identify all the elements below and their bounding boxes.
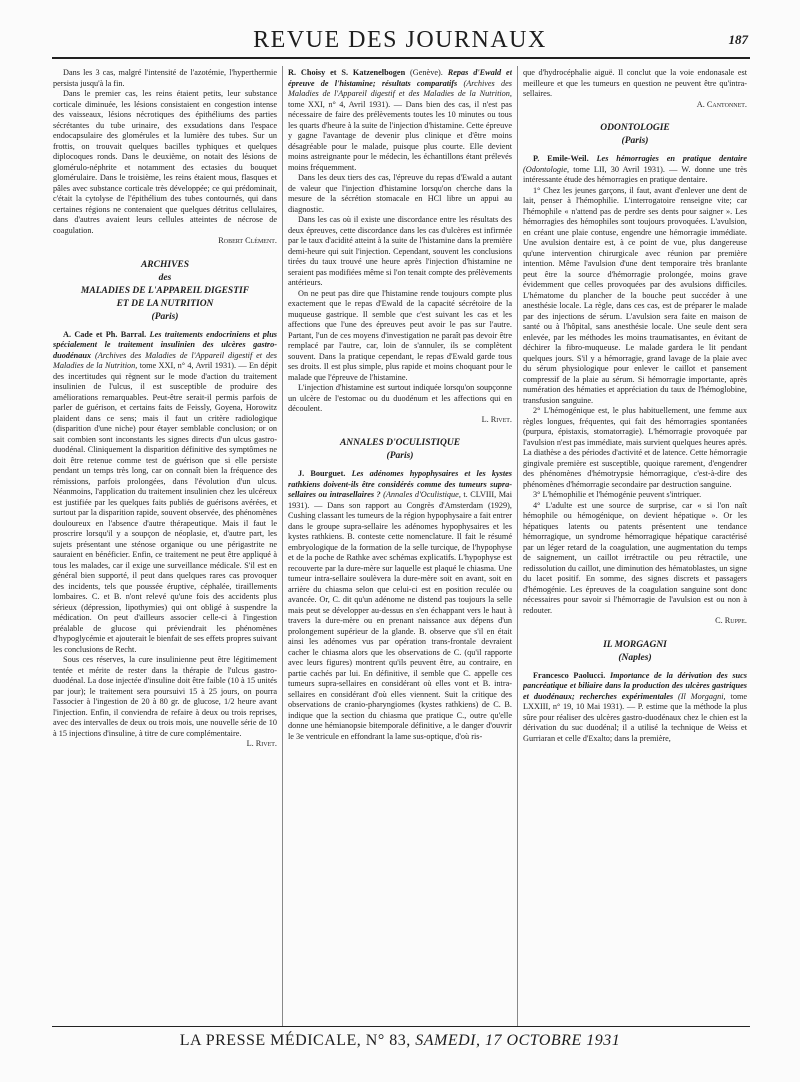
rubric-line: (Naples) [618, 652, 652, 663]
paragraph: 1° Chez les jeunes garçons, il faut, avant d'enlever une dent de lait, penser à l'hémophilie. L'interrogatoire renseigne vite; car l'hémophile « n'attend pas de perdre ses dents pour saigner ». Les hémorragies des hémophiles sont toujours provoquées. L'avulsion, en créant une plaie contuse, engendre une hémorragie immédiate. Une avulsion dentaire est, à ce point de vue, plus dangereuse qu'une intervention chirurgicale avec réunion par première intention. Même l'avulsion d'une dent temporaire très branlante peut être la source d'hémorragie prolongée, moins grave évidemment que celles provoquées par des avulsions difficiles. L'hématome du plancher de la bouche peut succéder à une anesthésie locale. La règle, dans ces cas, est de préparer le malade par des injections de sérum. L'avulsion sera faite en maison de santé ou à l'hôpital, sans anesthésie locale. Une seule dent sera enlevée, par les méthodes les moins traumatisantes, en évitant de déchirer la fibro-muqueuse. Le malade gardera le lit pendant quelques jours. S'il y a hémorragie, grand lavage de la plaie avec du sérum physiologique pour enlever le caillot et pansement compressif de la plaie au sérum. Si hémorragie importante, après numération des hématies et appréciation du taux de l'hémoglobine, transfusion sanguine. [523, 185, 747, 405]
article-reference-tail: tome LII, 30 Avril 1931). [573, 164, 665, 174]
article-lead [523, 154, 747, 186]
paragraph: L'injection d'histamine est surtout indiquée lorsqu'on soupçonne un ulcère de l'estomac ou du duodénum et les affections qui en découlent. [288, 383, 512, 413]
rubric-line: ET DE LA NUTRITION [116, 298, 214, 309]
article-body: — Dans bien des cas, il n'est pas nécessaire de faire des prélèvements toutes les 10 minutes ou tous les quarts d'heure à la suite de l'injection d'histamine. Cette épreuve y gagne l'avantage de devenir plus clinique et d'être moins désagréable pour le malade, puisque plus courte. Elle devient moins astreignante pour le médecin, les échantillons étant prélevés moins fréquemment. [288, 99, 512, 172]
article-lead [288, 469, 512, 742]
page-footer [0, 1032, 800, 1050]
rubric-line: MALADIES DE L'APPAREIL DIGESTIF [80, 285, 250, 296]
article-body: — Dans son rapport au Congrès d'Amsterdam (1929), Cushing classant les tumeurs de la région hypophysaire a fait entrer dans le groupe supra-sellaire les adénomes hypophysaires et les kystes rathkiens. B. conteste cette nomenclature. Il fait le résumé embryologique de la formation de la selle turcique, de l'hypophyse et de la poche de Rathke avec schémas explicatifs. L'hypophyse est recouverte par la dure-mère sur laquelle est plaqué le chiasma. Une tumeur intra-sellaire soulèvera la dure-mère soit en avant, soit en arrière du chiasma selon que celui-ci est en position reculée ou avancée. Or, C. dit qu'un adénome ne distend pas toujours la selle mais peut se développer au-dessus en s'en échappant vers le haut à travers la dure-mère ou en prenant naissance aux dépens d'un prolongement supérieur de la glande. B. observe que s'il en était ainsi les adénomes vus par opération trans-frontale devraient cacher le chiasma alors que les observations de C. (qu'il rapporte avec leurs figures) montrent qu'ils peuvent être, au contraire, en partie cachés par lui. En définitive, il semble que C. appelle ces tumeurs supra-sellaires en considérant où elles vont et B. intra-sellaires en considérant d'où elles viennent. Suit la critique des observations de cranio-pharyngiomes (kystes rathkiens) de C. B. indique que la section du chiasma que pratique C., outre qu'elle donne une hémianopsie bitemporale définitive, a le danger d'ouvrir le 3e ventricule en effondrant la lame sus-optique, d'où ris- [288, 500, 512, 741]
article-authors: P. Emile-Weil. [533, 154, 589, 163]
article-authors: A. Cade et Ph. Barral. [63, 329, 147, 339]
signature: L. Rivet. [246, 739, 277, 748]
journal-rubric [288, 437, 512, 463]
article-title: Repas d'Ewald et épreuve de l'histamine; résultats comparatifs [288, 68, 512, 88]
paragraph: On ne peut pas dire que l'histamine rende toujours compte plus exactement que le repas d'Ewald de la capacité sécrétoire de la muqueuse gastrique. Il semble que c'est suivant les cas et les affections que l'une des épreuves peut avoir le pas sur l'autre. Partant, l'un de ces moyens d'investigation ne paraît pas devoir être remplacé par l'autre, car, loin de s'annuler, ils se complètent souvent. Dans la pratique cependant, le repas d'Ewald garde tous ses droits. Il est plus simple, plus rapide et moins choquant pour le malade que l'épreuve de l'histamine. [288, 288, 512, 382]
column-2 [288, 68, 512, 1058]
rubric-line: ARCHIVES [140, 259, 190, 270]
paragraph: Sous ces réserves, la cure insulinienne peut être légitimement tentée et mérite de rester dans la thérapie de l'ulcus gastro-duodénal. La dose injectée d'insuline doit être faible (10 à 15 unités par jour); le traitement sera poursuivi 15 à 25 jours, on pourra l'associer à l'ingestion de 20 à 80 gr. de glucose, 1/2 heure avant l'injection. Enfin, il conviendra de refaire à deux ou trois reprises, avec des intervalles de deux ou trois mois, une nouvelle série de 10 à 15 injections d'insuline, à titre de cure complémentaire. [53, 655, 277, 738]
footer-number: N° 83, [365, 1032, 411, 1049]
signature: Robert Clément. [218, 236, 277, 245]
article-reference-tail: t. CLVIII, Mai 1931). [288, 490, 512, 510]
paragraph: Dans les deux tiers des cas, l'épreuve du repas d'Ewald a autant de valeur que l'injection d'histamine lorsqu'on cherche dans la mesure de la sécrétion stomacale en HCl libre un appui au diagnostic. [288, 173, 512, 214]
article-body: — En dépit des incertitudes qui règnent sur le mode d'action du traitement insulinien de l'ulcus, il est susceptible de produire des améliorations remarquables. Peut-être serait-il permis parfois de parler de guérison, et certains faits de Feissly, Goyena, Horowitz plaident dans ce sens; mais il faut un critère radiologique (disparition d'une niche) pour étayer semblable conclusion; or on sait combien sont inconstants les signes directs d'un ulcus gastro-duodénal. Cliniquement la disparition définitive des symptômes ne doit être retenue comme test de guérison que si elle persiste pendant un temps très long, car on connaît bien la fréquence des rémissions, parfois prolongées, dans l'évolution d'un ulcus. Néanmoins, l'application du traitement insulinien chez les ulcéreux est justifiée par les quelques faits publiés de guérisons avérées, et surtout par la disparition rapide, souvent observée, des phénomènes douloureux en l'absence d'autre thérapeutique. Mais il faut le proscrire lorsqu'il y a soupçon de néoplasie, et, d'autre part, les sujets présentant une sténose organique ou une périgastrite ne sauraient en bénéficier. Enfin, ce traitement ne peut être appliqué à tous les malades, car il exige une surveillance médicale. S'il est en général bien supporté, il peut dans quelques rares cas provoquer des incidents, tels que poussée éruptive, céphalée, tiraillements lombaires. C. et B. n'ont relevé qu'une fois des accidents plus sérieux (dépression, lipothymies) qui ont obligé à suspendre la médication. On peut d'ailleurs associer celle-ci à l'ingestion préalable de glucose qui préviendrait les phénomènes d'hypoglycémie et ajouterait le bienfait de ses effets propres suivant les conclusions de Recht. [53, 361, 277, 654]
article-reference: (Annales d'Oculistique, [383, 490, 461, 499]
signature: C. Ruppe. [715, 616, 747, 625]
article-reference: (Odontologie, [523, 164, 570, 174]
article-reference: (Archives des Maladies de l'Appareil digestif et des Maladies de la Nutrition, [53, 350, 277, 370]
article-authors: R. Choisy et S. Katzenelbogen [288, 68, 406, 77]
article-title: Les adénomes hypophysaires et les kystes rathkiens doivent-ils être considérés comme des tumeurs supra-sellaires ou intrasellaires ? [288, 469, 512, 499]
signature: A. Cantonnet. [696, 99, 747, 109]
article-title: Les traitements endocriniens et plus spécialement le traitement insulinien des ulcères gastro-duodénaux [53, 329, 277, 360]
paragraph: Dans les cas où il existe une discordance entre les résultats des deux épreuves, cette discordance dans les cas d'ulcères est infirmée par le taux d'acidité atteint à la suite de l'histamine dans la première demi-heure qui suit l'injection. Cependant, souvent les conclusions tirées du taux trouvé une heure après l'injection d'histamine ne seraient pas modifiées même si l'on tenait compte des prélèvements antérieurs. [288, 215, 512, 287]
article-reference-tail: tome LXXIII, n° 19, 10 Mai 1931). [523, 691, 747, 711]
rubric-line: (Paris) [621, 136, 649, 146]
paragraph: 2° L'hémogénique est, le plus habituellement, une femme aux règles longues, fréquentes, qui fait des hémorragies spontanées (purpura, épistaxis, stomatorragie). L'hémorragie provoquée par l'avulsion n'est pas immédiate, mais survient quelques heures après. La diathèse a des périodes d'activité et de latence. Cette hémorragie gingivale première est susceptible, quoique rarement, d'engendrer des phénomènes d'hémotrypsie hémorragique, c'est-à-dire des phénomènes d'hémorragie secondaire par destruction sanguine. [523, 406, 747, 489]
column-3 [523, 68, 747, 1058]
article-reference: (Archives des Maladies de l'Appareil digestif et des Maladies de la Nutrition, [288, 78, 512, 98]
rubric-line: des [158, 272, 172, 283]
running-title: REVUE DES JOURNAUX [253, 27, 547, 53]
column-divider [282, 66, 283, 1026]
paragraph: 4° L'adulte est une source de surprise, car « si l'on naît hémophile ou hémogénique, on devient hépatique ». Or les hépatiques latents ou patents présentent une tendance hémorragique, un syndrome hémorragique hépatique caractérisé par un léger retard de la coagulation, une augmentation du temps de saignement, un caillot irrétractile ou peu rétractile, une redissolution du caillot, une diminution des hématoblastes, un signe du lacet positif. En somme, des signes discrets et passagers d'hémogénie. Les épreuves de la coagulation sanguine sont donc nécessaires pour savoir si l'hémorragie de l'avulsion est ou non à redouter. [523, 500, 747, 615]
article-lead [523, 671, 747, 745]
page-number: 187 [728, 32, 748, 47]
rubric-line: ANNALES D'OCULISTIQUE [339, 438, 461, 448]
article-body: — W. donne une très intéressante étude des hémorragies en pratique dentaire. [523, 164, 747, 184]
article-body: — P. estime que la méthode la plus sûre pour réaliser des ulcères gastro-duodénaux chez le chien est la dérivation du suc duodénal; il a utilisé la technique de Weiss et Gurriaran et celle d'Exalto; dans la première, [523, 702, 747, 743]
article-title: Importance de la dérivation des sucs pancréatique et biliaire dans la production des ulcères gastriques et duodénaux; recherches expérimentales [523, 670, 747, 701]
paragraph: Dans les 3 cas, malgré l'intensité de l'azotémie, l'hyperthermie persista jusqu'à la fin. [53, 68, 277, 88]
footer-rule [52, 1026, 750, 1027]
article-title: Les hémorragies en pratique dentaire [596, 154, 747, 163]
article-authors: J. Bourguet. [298, 469, 346, 478]
article-reference: (Il Morgagni, [678, 691, 726, 701]
article-lead [288, 68, 512, 173]
journal-rubric [523, 639, 747, 665]
column-divider [517, 66, 518, 1026]
article-place: (Genève). [410, 68, 443, 77]
header-rule [52, 57, 750, 59]
rubric-line: IL MORGAGNI [603, 639, 667, 650]
paragraph: que d'hydrocéphalie aiguë. Il conclut que la voie endonasale est meilleure et que les tumeurs en question ne peuvent être qu'intra-sellaires. [523, 68, 747, 98]
paragraph: Dans le premier cas, les reins étaient petits, leur substance corticale diminuée, les lésions consistaient en congestion intense des vaisseaux, lésions nécrotiques des épithéliums des parties sécrétantes du tube urinaire, des exsudations dans l'espace endocapsulaire des glomérules et la lumière des tubes. Sur un frottis, on trouvait quelques bacilles typhiques et quelques diplocoques ronds. Dans le deuxième, on notait des lésions de glomérulo-néphrite et notamment des ectasies du bouquet glomérulaire. Dans le troisième, les reins étaient mous, flasques et pâles avec substance corticale très développée; ce qui prédominait, c'était la cytolyse de l'épithélium des tubes contournés, qui dans certaines régions ne contenaient que quelques détritus cellulaires, dans d'autres avaient leurs cellules atteintes de nécrose de coagulation. [53, 89, 277, 235]
rubric-line: (Paris) [386, 451, 414, 461]
article-lead [53, 330, 277, 656]
paragraph: 3° L'hémophilie et l'hémogénie peuvent s'intriquer. [533, 490, 702, 499]
journal-rubric [523, 122, 747, 148]
journal-rubric [53, 259, 277, 324]
footer-date: SAMEDI, 17 OCTOBRE 1931 [415, 1032, 621, 1049]
column-1 [53, 68, 277, 1058]
signature: L. Rivet. [481, 414, 512, 424]
rubric-line: (Paris) [151, 311, 179, 322]
footer-journal: LA PRESSE MÉDICALE, [179, 1032, 362, 1049]
article-reference-tail: tome XXI, n° 4, Avril 1931). [139, 361, 237, 370]
rubric-line: ODONTOLOGIE [600, 123, 670, 133]
article-reference-tail: tome XXI, n° 4, Avril 1931). [288, 99, 391, 109]
article-authors: Francesco Paolucci. [533, 670, 606, 680]
